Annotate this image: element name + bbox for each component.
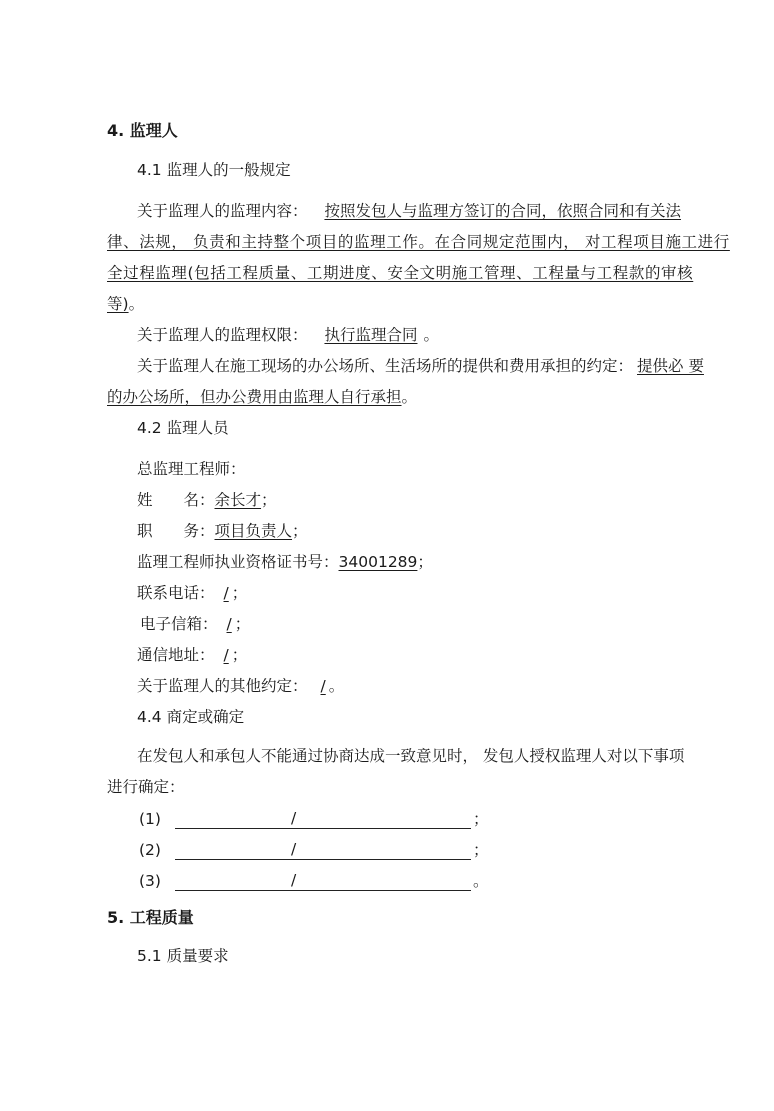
position-label: 职 务： bbox=[137, 522, 215, 540]
position-row bbox=[137, 521, 308, 541]
confirm-item-end: ； bbox=[472, 841, 489, 859]
position-value: 项目负责人 bbox=[214, 522, 293, 540]
subsection-5-1-title: 5.1 质量要求 bbox=[137, 947, 229, 965]
phone-row bbox=[137, 583, 247, 603]
confirm-item-end: 。 bbox=[472, 872, 489, 890]
supervision-content-line-4 bbox=[107, 294, 144, 314]
chief-engineer-label: 总监理工程师： bbox=[137, 460, 246, 478]
subsection-4-1-title: 4.1 监理人的一般规定 bbox=[137, 161, 291, 179]
other-agreement-end: 。 bbox=[328, 677, 345, 695]
supervision-authority-period: 。 bbox=[423, 326, 439, 344]
phone-value: / bbox=[223, 584, 229, 602]
supervision-content-period: 。 bbox=[128, 295, 145, 313]
confirm-item-number: (1) bbox=[139, 810, 161, 828]
phone-end: ； bbox=[231, 584, 248, 602]
position-end: ； bbox=[292, 522, 308, 540]
confirm-item-blank bbox=[175, 808, 471, 829]
office-provision-value-1: 提供必 要 bbox=[637, 357, 704, 375]
subsection-4-4-title: 4.4 商定或确定 bbox=[137, 708, 245, 726]
certificate-row bbox=[137, 552, 433, 572]
name-label: 姓 名： bbox=[137, 491, 215, 509]
confirm-item-1 bbox=[139, 808, 488, 829]
confirm-item-2 bbox=[139, 839, 488, 860]
other-agreement-label: 关于监理人的其他约定： bbox=[137, 677, 308, 695]
supervision-authority-label: 关于监理人的监理权限： bbox=[137, 326, 308, 344]
confirm-paragraph-line-2: 进行确定： bbox=[107, 778, 185, 796]
office-provision-label: 关于监理人在施工现场的办公场所、生活场所的提供和费用承担的约定： bbox=[137, 357, 634, 375]
confirm-item-number: (3) bbox=[139, 872, 161, 890]
confirm-item-3 bbox=[139, 870, 488, 891]
supervision-authority-value: 执行监理合同 bbox=[324, 326, 418, 344]
section-4-heading: 4. 监理人 bbox=[107, 121, 178, 140]
office-provision-period: 。 bbox=[401, 388, 418, 406]
email-end: ； bbox=[234, 615, 251, 633]
supervision-content-line-1 bbox=[137, 201, 681, 221]
office-provision-value-2: 的办公场所，但办公费用由监理人自行承担 bbox=[107, 388, 402, 406]
address-end: ； bbox=[231, 646, 248, 664]
other-agreement-row bbox=[137, 676, 344, 696]
supervision-content-label: 关于监理人的监理内容： bbox=[137, 202, 308, 220]
confirm-item-number: (2) bbox=[139, 841, 161, 859]
address-row bbox=[137, 645, 247, 665]
certificate-value: 34001289 bbox=[338, 553, 418, 571]
confirm-item-blank bbox=[175, 839, 471, 860]
certificate-label: 监理工程师执业资格证书号： bbox=[137, 553, 339, 571]
address-label: 通信地址： bbox=[137, 646, 215, 664]
confirm-item-blank bbox=[175, 870, 471, 891]
name-row bbox=[137, 490, 277, 510]
name-value: 余长才 bbox=[214, 491, 262, 509]
confirm-paragraph-line-1: 在发包人和承包人不能通过协商达成一致意见时， 发包人授权监理人对以下事项 bbox=[137, 747, 685, 765]
supervision-authority bbox=[137, 325, 439, 345]
name-end: ； bbox=[261, 491, 277, 509]
email-row bbox=[140, 614, 250, 634]
office-provision-line-1 bbox=[137, 356, 704, 376]
address-value: / bbox=[223, 646, 229, 664]
supervision-content-line-4-text: 等) bbox=[107, 295, 129, 313]
certificate-end: ； bbox=[417, 553, 433, 571]
supervision-content-line-2: 律、法规， 负责和主持整个项目的监理工作。在合同规定范围内， 对工程项目施工进行 bbox=[107, 233, 730, 251]
email-value: / bbox=[226, 615, 232, 633]
phone-label: 联系电话： bbox=[137, 584, 215, 602]
confirm-item-value: / bbox=[290, 809, 297, 827]
confirm-item-end: ； bbox=[472, 810, 489, 828]
section-5-heading: 5. 工程质量 bbox=[107, 908, 194, 927]
supervision-content-value: 按照发包人与监理方签订的合同，依照合同和有关法 bbox=[324, 202, 681, 220]
supervision-content-line-3: 全过程监理(包括工程质量、工期进度、安全文明施工管理、工程量与工程款的审核 bbox=[107, 264, 694, 282]
email-label: 电子信箱： bbox=[140, 615, 218, 633]
other-agreement-value: / bbox=[320, 677, 326, 695]
confirm-item-value: / bbox=[290, 840, 297, 858]
office-provision-line-2 bbox=[107, 387, 417, 407]
confirm-item-value: / bbox=[290, 871, 297, 889]
subsection-4-2-title: 4.2 监理人员 bbox=[137, 419, 229, 437]
